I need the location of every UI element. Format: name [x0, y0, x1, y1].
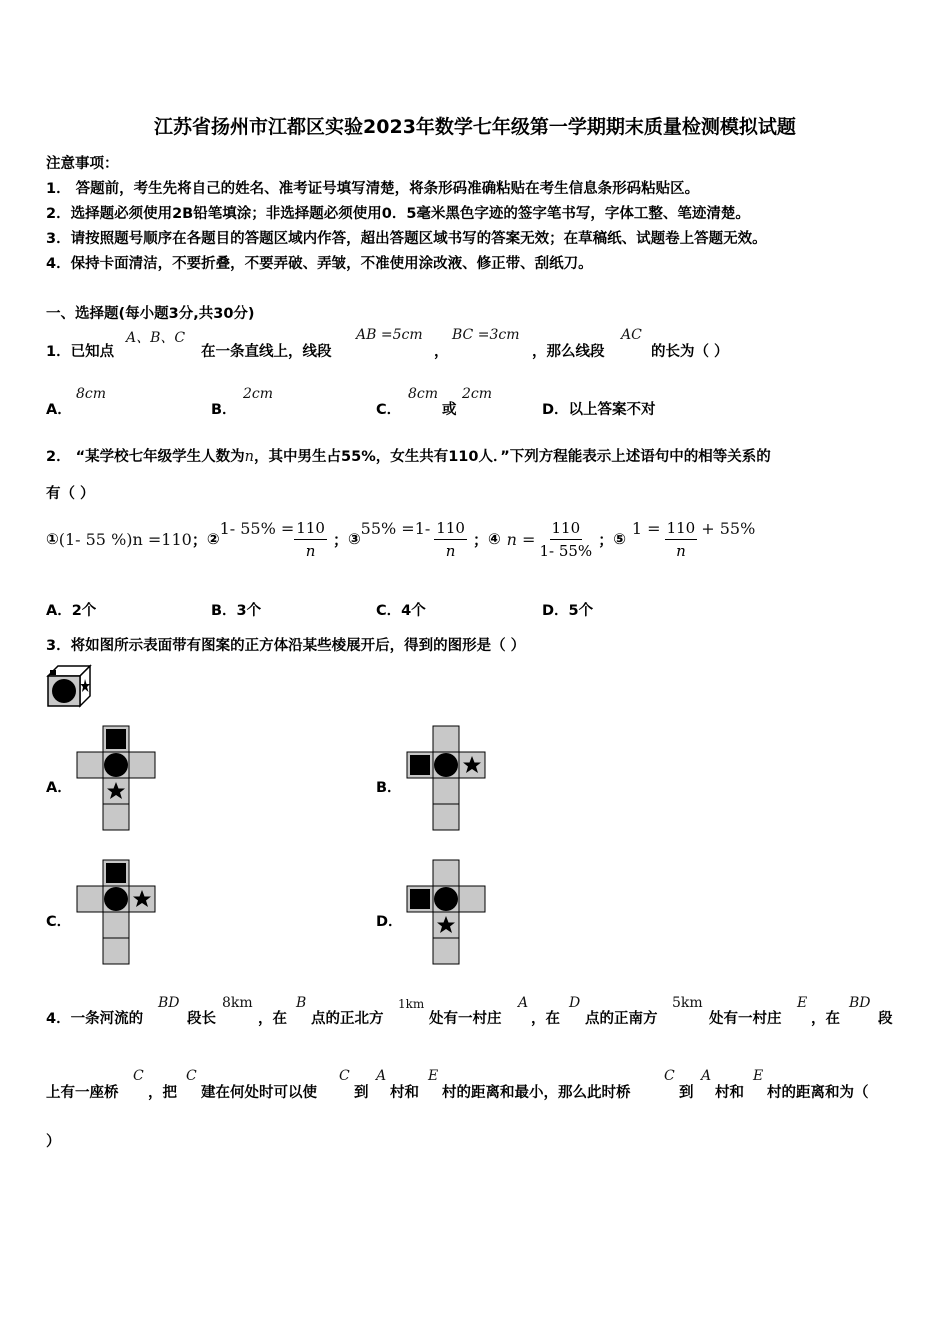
- q4-a2: 段长: [187, 1011, 216, 1027]
- eq3-fraction: [434, 517, 467, 562]
- eq1-mark: ①: [46, 530, 59, 548]
- q3-option-a-label: A．: [46, 780, 72, 796]
- q4-c-2: C: [186, 1068, 197, 1084]
- q1-option-b-label: B．: [211, 402, 237, 418]
- q4-c-3: C: [339, 1068, 350, 1084]
- q4-b4: 到: [354, 1085, 369, 1101]
- q4-d: D: [569, 995, 581, 1011]
- q2-line-1: [46, 445, 771, 466]
- section-heading: 一、选择题(每小题3分,共30分): [46, 306, 255, 322]
- eq5-den: n: [676, 541, 686, 560]
- q4-a3: ，在: [258, 1011, 287, 1027]
- q4-b9: 村的距离和为（: [767, 1085, 869, 1101]
- q1-option-c-value-2: 2cm: [462, 386, 493, 402]
- q2-option-a: A．2个: [46, 603, 97, 619]
- net-option-b: [406, 725, 488, 831]
- q4-e-2: E: [428, 1068, 439, 1084]
- q3-option-d-label: D．: [376, 914, 403, 930]
- q4-c-4: C: [664, 1068, 675, 1084]
- eq5-fraction: [665, 517, 698, 562]
- eq5-rhs: + 55%: [701, 518, 756, 538]
- q4-e-3: E: [753, 1068, 764, 1084]
- eq4-den: 1- 55%: [539, 541, 593, 560]
- q4-c1: ）: [46, 1134, 61, 1150]
- note-item-2: 2．选择题必须使用2B铅笔填涂；非选择题必须使用0．5毫米黑色字迹的签字笔书写，字体工整、笔迹清楚。: [46, 206, 750, 222]
- q4-b7: 到: [679, 1085, 694, 1101]
- q4-b: B: [296, 995, 307, 1011]
- q4-8km: 8km: [222, 995, 253, 1011]
- q2-option-c: C．4个: [376, 603, 426, 619]
- q1-text-2: 在一条直线上，线段: [201, 344, 332, 360]
- q1-option-a-value: 8cm: [76, 386, 107, 402]
- eq3-num: 110: [434, 517, 467, 540]
- q4-1km: 1km: [398, 997, 425, 1011]
- eq2-mark: ②: [206, 530, 220, 548]
- eq2-den: n: [305, 541, 316, 560]
- q4-e: E: [797, 995, 808, 1011]
- q4-b2: ，把: [148, 1085, 177, 1101]
- net-option-c: [76, 859, 158, 965]
- q4-a7: 点的正南方: [585, 1011, 658, 1027]
- eq5-mark: ⑤: [613, 530, 626, 548]
- q2-option-d: D．5个: [542, 603, 594, 619]
- note-item-3: 3．请按照题号顺序在各题目的答题区域内作答，超出答题区域书写的答案无效；在草稿纸、试题卷上答题无效。: [46, 231, 767, 247]
- q1-points: A、B、C: [126, 330, 186, 346]
- q1-text-3: ，那么线段: [532, 344, 605, 360]
- q4-a10: 段: [878, 1011, 893, 1027]
- q1-option-c-label: C．: [376, 402, 402, 418]
- q4-a6: ，在: [531, 1011, 560, 1027]
- q4-b8: 村和: [715, 1085, 744, 1101]
- q1-comma: ，: [434, 344, 449, 360]
- q4-a-2: A: [376, 1068, 387, 1084]
- eq3-lhs: 55% =1-: [360, 518, 431, 538]
- eq2-fraction: [294, 517, 327, 562]
- q2-n: n: [244, 449, 255, 465]
- eq2-sep: ；: [332, 530, 348, 549]
- eq5-num: 110: [665, 517, 698, 540]
- q2-line-1b: ，其中男生占55%，女生共有110人．”下列方程能表示上述语句中的相等关系的: [254, 449, 771, 465]
- q2-equations: [46, 514, 755, 564]
- q4-b6: 村的距离和最小，那么此时桥: [442, 1085, 631, 1101]
- eq2-lhs: 1- 55% =: [219, 518, 295, 538]
- q1-ac: AC: [621, 327, 642, 343]
- q1-bc: BC =3cm: [452, 327, 520, 343]
- eq2-num: 110: [294, 517, 327, 540]
- eq4-sep: ；: [598, 530, 614, 549]
- q1-option-c-or: 或: [442, 402, 457, 418]
- q4-a1: 4．一条河流的: [46, 1011, 144, 1027]
- net-option-a: [76, 725, 158, 831]
- q4-bd-2: BD: [849, 995, 871, 1011]
- q1-option-b-value: 2cm: [243, 386, 274, 402]
- q1-option-d: D．以上答案不对: [542, 402, 656, 418]
- q4-a-3: A: [701, 1068, 712, 1084]
- eq5-lhs: 1 =: [631, 518, 661, 538]
- eq4-fraction: [539, 517, 592, 562]
- q1-text-4: 的长为（ ）: [651, 344, 729, 360]
- q4-a4: 点的正北方: [311, 1011, 384, 1027]
- eq3-sep: ；: [472, 530, 488, 549]
- note-item-1: 1． 答题前，考生先将自己的姓名、准考证号填写清楚，将条形码准确粘贴在考生信息条形码粘贴区。: [46, 181, 700, 197]
- q3-text: 3．将如图所示表面带有图案的正方体沿某些棱展开后，得到的图形是（ ）: [46, 638, 526, 654]
- q4-bd: BD: [158, 995, 180, 1011]
- q4-b3: 建在何处时可以使: [201, 1085, 317, 1101]
- q4-a9: ，在: [811, 1011, 840, 1027]
- q2-line-2: 有（ ）: [46, 486, 95, 502]
- q3-option-b-label: B．: [376, 780, 402, 796]
- eq1-sep: ；: [191, 530, 207, 549]
- q4-a5: 处有一村庄: [429, 1011, 502, 1027]
- q4-5km: 5km: [672, 995, 703, 1011]
- eq3-den: n: [445, 541, 456, 560]
- eq4-lhs: n =: [506, 529, 536, 549]
- q1-text-1: 1．已知点: [46, 344, 115, 360]
- eq4-mark: ④: [487, 530, 501, 548]
- q1-option-c-value: 8cm: [408, 386, 439, 402]
- q1-option-a-label: A．: [46, 402, 72, 418]
- q2-option-b: B．3个: [211, 603, 262, 619]
- q4-b5: 村和: [390, 1085, 419, 1101]
- eq1: (1- 55 %)n =110: [58, 529, 192, 549]
- notes-heading: 注意事项：: [46, 156, 119, 172]
- q4-c-1: C: [133, 1068, 144, 1084]
- eq4-num: 110: [550, 517, 583, 540]
- q1-ab: AB =5cm: [356, 327, 423, 343]
- q4-a: A: [518, 995, 529, 1011]
- q2-line-1a: 2． “某学校七年级学生人数为: [46, 449, 245, 465]
- note-item-4: 4．保持卡面清洁，不要折叠，不要弄破、弄皱，不准使用涂改液、修正带、刮纸刀。: [46, 256, 593, 272]
- q4-a8: 处有一村庄: [709, 1011, 782, 1027]
- eq3-mark: ③: [347, 530, 361, 548]
- cube-figure: [46, 664, 92, 708]
- q3-option-c-label: C．: [46, 914, 72, 930]
- q4-b1: 上有一座桥: [46, 1085, 119, 1101]
- net-option-d: [406, 859, 488, 965]
- page-title: 江苏省扬州市江都区实验2023年数学七年级第一学期期末质量检测模拟试题: [154, 116, 796, 138]
